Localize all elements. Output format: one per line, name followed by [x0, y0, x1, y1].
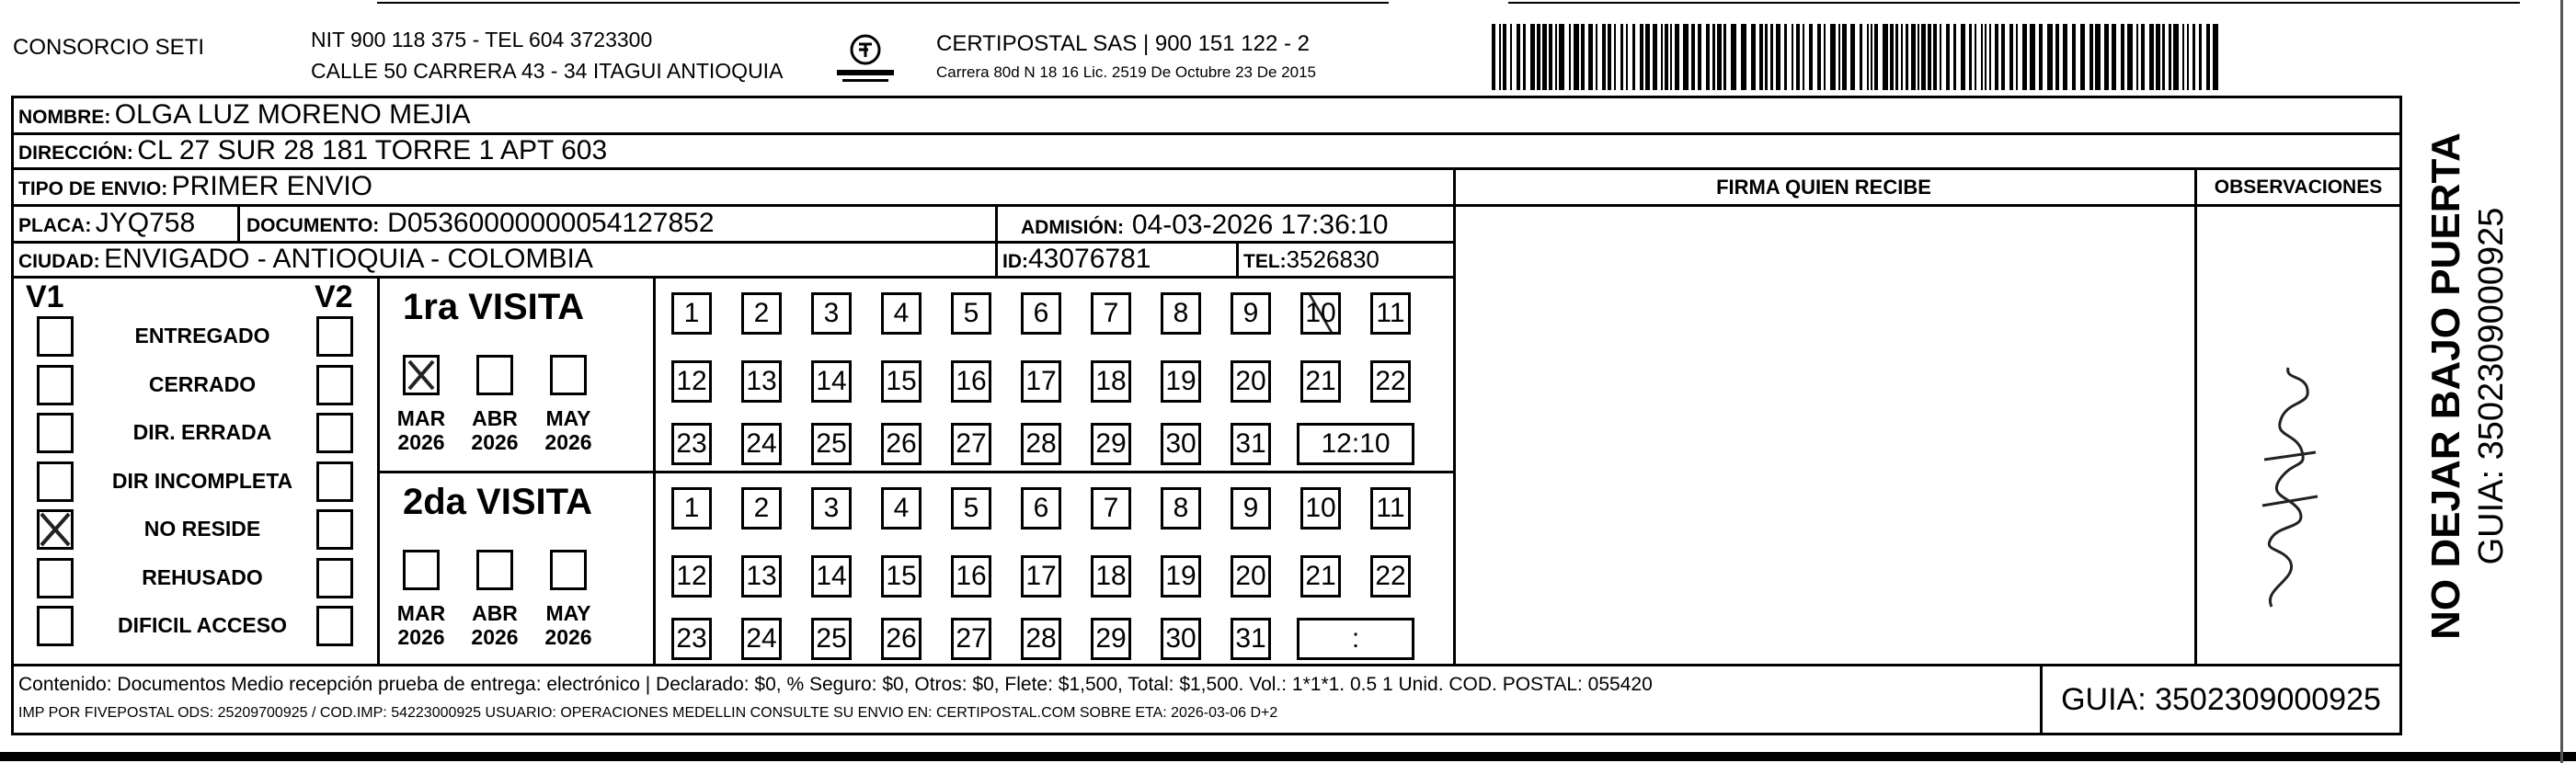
day-box[interactable]: 31: [1231, 423, 1271, 465]
v1-checkbox[interactable]: [37, 316, 74, 357]
month-label: ABR 2026: [471, 406, 519, 455]
day-box[interactable]: 28: [1021, 423, 1061, 465]
id-field: ID:43076781: [1002, 244, 1151, 274]
day-box[interactable]: 4: [881, 487, 922, 530]
certipostal-logo: [833, 33, 898, 85]
day-box[interactable]: 13: [741, 360, 782, 403]
observation-handwriting: [2244, 359, 2336, 616]
day-box[interactable]: 14: [811, 555, 852, 598]
v1-checkbox[interactable]: [37, 365, 74, 405]
month-label: MAR 2026: [396, 406, 446, 455]
day-box[interactable]: 23: [671, 423, 712, 465]
signature-column-header: FIRMA QUIEN RECIBE: [1716, 176, 1931, 199]
day-box[interactable]: 12: [671, 360, 712, 403]
address-field: DIRECCIÓN: CL 27 SUR 28 181 TORRE 1 APT 603: [18, 135, 608, 165]
footer-guia: GUIA: 3502309000925: [2061, 682, 2381, 717]
no-dejar-notice: NO DEJAR BAJO PUERTA: [2423, 132, 2468, 640]
right-edge-line: [2560, 0, 2563, 763]
address-line: CALLE 50 CARRERA 43 - 34 ITAGUI ANTIOQUIA: [311, 59, 784, 83]
day-box[interactable]: 24: [741, 423, 782, 465]
day-box[interactable]: 17: [1021, 360, 1061, 403]
side-guia: GUIA: 3502309000925: [2472, 207, 2511, 565]
day-box[interactable]: 25: [811, 618, 852, 660]
status-option-label: NO RESIDE: [143, 517, 261, 541]
day-box[interactable]: 10: [1300, 487, 1341, 530]
day-box[interactable]: 5: [951, 487, 991, 530]
day-box[interactable]: 26: [881, 618, 922, 660]
day-box[interactable]: 9: [1231, 487, 1271, 530]
v2-checkbox[interactable]: [316, 365, 353, 405]
day-box[interactable]: 27: [951, 618, 991, 660]
day-box[interactable]: 6: [1021, 292, 1061, 335]
company-name: CONSORCIO SETI: [13, 35, 205, 60]
day-box[interactable]: 29: [1091, 618, 1131, 660]
shipment-type-field: TIPO DE ENVIO: PRIMER ENVIO: [18, 171, 373, 201]
day-box[interactable]: 8: [1161, 487, 1201, 530]
day-box[interactable]: 23: [671, 618, 712, 660]
top-border-line-right: [1508, 2, 2520, 4]
month-checkbox[interactable]: [403, 550, 440, 590]
day-box[interactable]: 7: [1091, 292, 1131, 335]
day-box[interactable]: 13: [741, 555, 782, 598]
day-box[interactable]: 14: [811, 360, 852, 403]
day-box[interactable]: 15: [881, 360, 922, 403]
day-box[interactable]: 6: [1021, 487, 1061, 530]
status-option-label: DIR INCOMPLETA: [111, 468, 293, 493]
day-box[interactable]: 28: [1021, 618, 1061, 660]
nit-line: NIT 900 118 375 - TEL 604 3723300: [311, 28, 653, 51]
day-box[interactable]: 30: [1161, 618, 1201, 660]
license-line: Carrera 80d N 18 16 Lic. 2519 De Octubre 23 De 2015: [936, 63, 1316, 81]
day-box[interactable]: 16: [951, 360, 991, 403]
month-label: MAY 2026: [544, 601, 592, 650]
document-field: DOCUMENTO: D05360000000054127852: [246, 208, 715, 238]
status-option-label: DIR. ERRADA: [132, 420, 272, 444]
day-box[interactable]: 21: [1300, 360, 1341, 403]
day-box[interactable]: 8: [1161, 292, 1201, 335]
day-box[interactable]: 10: [1300, 292, 1341, 335]
month-checkbox[interactable]: [403, 355, 440, 395]
status-option-label: ENTREGADO: [134, 324, 270, 347]
v2-checkbox[interactable]: [316, 606, 353, 646]
footer-content-line: Contenido: Documentos Medio recepción prueba de entrega: electrónico | Declarado: $0, % Seguro: $0, Otros: $0, Flete: $1,500, Total: $1,500. Vol.: 1*1*1. 0.5 1 Unid. COD. POSTAL: 055420: [18, 674, 1653, 695]
v1-checkbox[interactable]: [37, 461, 74, 502]
day-box[interactable]: 1: [671, 292, 712, 335]
day-box[interactable]: 22: [1370, 555, 1411, 598]
v1-checkbox[interactable]: [37, 413, 74, 453]
day-box[interactable]: 18: [1091, 360, 1131, 403]
day-box[interactable]: 24: [741, 618, 782, 660]
v1-checkbox[interactable]: [37, 606, 74, 646]
month-label: MAR 2026: [396, 601, 446, 650]
day-box[interactable]: 2: [741, 292, 782, 335]
day-box[interactable]: 17: [1021, 555, 1061, 598]
day-box[interactable]: 4: [881, 292, 922, 335]
day-box[interactable]: 11: [1370, 292, 1411, 335]
v1-checkbox[interactable]: [37, 509, 74, 550]
v2-checkbox[interactable]: [316, 558, 353, 598]
v2-checkbox[interactable]: [316, 413, 353, 453]
footer-imp-line: IMP POR FIVEPOSTAL ODS: 25209700925 / COD.IMP: 54223000925 USUARIO: OPERACIONES MEDELLIN CONSULTE SU ENVIO EN: CERTIPOSTAL.COM SOBRE ETA: 2026-03-06 D+2: [18, 705, 1278, 721]
bottom-shadow-line: [0, 752, 2576, 761]
observations-column-header: OBSERVACIONES: [2214, 177, 2383, 198]
day-box[interactable]: 1: [671, 487, 712, 530]
plate-field: PLACA: JYQ758: [18, 208, 196, 238]
city-field: CIUDAD: ENVIGADO - ANTIOQUIA - COLOMBIA: [18, 244, 593, 274]
day-box[interactable]: 2: [741, 487, 782, 530]
day-box[interactable]: 16: [951, 555, 991, 598]
day-box[interactable]: 12: [671, 555, 712, 598]
day-box[interactable]: 15: [881, 555, 922, 598]
day-box[interactable]: 7: [1091, 487, 1131, 530]
barcode: [1492, 24, 2222, 90]
visit2-title: 2da VISITA: [403, 482, 592, 522]
day-box[interactable]: 25: [811, 423, 852, 465]
month-label: ABR 2026: [471, 601, 519, 650]
name-field: NOMBRE: OLGA LUZ MORENO MEJIA: [18, 99, 471, 130]
day-box[interactable]: 3: [811, 487, 852, 530]
v1-checkbox[interactable]: [37, 558, 74, 598]
v2-checkbox[interactable]: [316, 461, 353, 502]
month-checkbox[interactable]: [476, 550, 513, 590]
day-box[interactable]: 29: [1091, 423, 1131, 465]
day-box[interactable]: 27: [951, 423, 991, 465]
day-box[interactable]: 5: [951, 292, 991, 335]
day-box[interactable]: 19: [1161, 555, 1201, 598]
time-box[interactable]: :: [1297, 618, 1414, 660]
day-box[interactable]: 18: [1091, 555, 1131, 598]
month-checkbox[interactable]: [550, 550, 587, 590]
v2-label: V2: [315, 279, 353, 314]
tel-field: TEL:3526830: [1243, 245, 1380, 273]
month-checkbox[interactable]: [476, 355, 513, 395]
visit1-title: 1ra VISITA: [403, 287, 585, 327]
month-checkbox[interactable]: [550, 355, 587, 395]
v2-checkbox[interactable]: [316, 509, 353, 550]
day-box[interactable]: 31: [1231, 618, 1271, 660]
v2-checkbox[interactable]: [316, 316, 353, 357]
day-box[interactable]: 19: [1161, 360, 1201, 403]
admission-field: ADMISIÓN: 04-03-2026 17:36:10: [1021, 210, 1389, 240]
day-box[interactable]: 9: [1231, 292, 1271, 335]
status-option-label: DIFICIL ACCESO: [117, 613, 287, 637]
month-label: MAY 2026: [544, 406, 592, 455]
day-box[interactable]: 22: [1370, 360, 1411, 403]
day-box[interactable]: 30: [1161, 423, 1201, 465]
status-option-label: CERRADO: [148, 371, 257, 396]
day-box[interactable]: 11: [1370, 487, 1411, 530]
day-box[interactable]: 20: [1231, 360, 1271, 403]
day-box[interactable]: 21: [1300, 555, 1341, 598]
top-border-line: [377, 2, 1389, 4]
v1-label: V1: [26, 279, 64, 314]
time-box[interactable]: 12:10: [1297, 423, 1414, 465]
status-option-label: REHUSADO: [142, 564, 263, 589]
day-box[interactable]: 20: [1231, 555, 1271, 598]
day-box[interactable]: 26: [881, 423, 922, 465]
day-box[interactable]: 3: [811, 292, 852, 335]
carrier-line: CERTIPOSTAL SAS | 900 151 122 - 2: [936, 31, 1310, 56]
